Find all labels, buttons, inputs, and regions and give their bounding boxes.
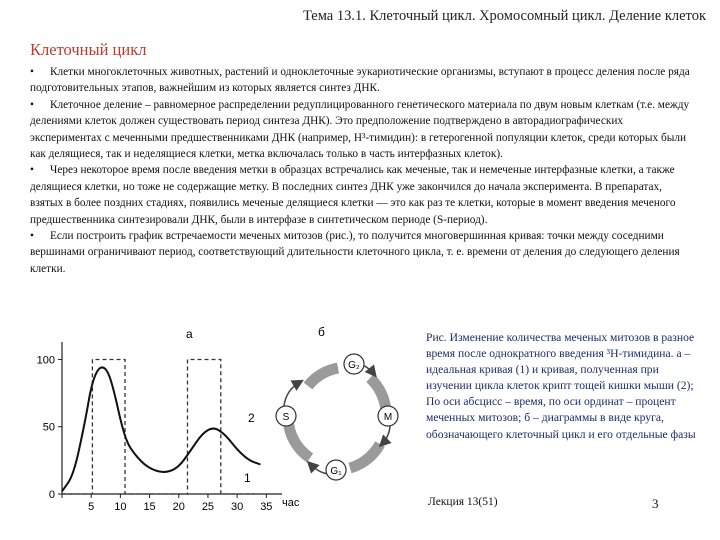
- cycle-arc-g1: [350, 444, 380, 468]
- x-tick-label: 30: [231, 501, 244, 513]
- y-tick-label: 0: [48, 489, 55, 501]
- curve-1-label: 1: [244, 471, 251, 485]
- figure-caption: [426, 330, 706, 443]
- topic-header: Тема 13.1. Клеточный цикл. Хромосомный цикл. Деление клеток: [302, 8, 706, 24]
- labeled-mitoses-graph: [28, 324, 310, 534]
- x-tick-label: 10: [114, 501, 127, 513]
- panel-b-label: б: [318, 325, 325, 339]
- section-title: Клеточный цикл: [30, 40, 147, 59]
- phase-label-g2: G₂: [348, 360, 360, 371]
- y-tick-label: 50: [42, 421, 55, 434]
- graph-svg: [28, 324, 310, 534]
- phase-label-g1: G₁: [330, 466, 342, 477]
- series-1-ideal-curve: [62, 360, 255, 495]
- page-number: 3: [652, 496, 659, 511]
- paragraph-text: Клеточное деление – равномерное распределении редуплицированного генетического материала по двум новым клеткам (т.е. между делениями клеток должен существовать период синтеза ДНК). Это предположение подтверждено в авторадиографических экспериментах с меченными предшественниками ДНК (например, Н³-тимидин): в гетерогенной популяции клеток, среди которых были как делящиеся, так и неделящиеся клетки, метка включалась только в часть интерфазных клеток).: [30, 98, 690, 161]
- cycle-svg: [270, 324, 420, 504]
- phase-label-m: M: [383, 412, 393, 423]
- graph-ticks: [37, 354, 273, 513]
- paragraph-2: [30, 97, 695, 163]
- paragraph-3: [30, 162, 695, 228]
- caption-text: Рис. Изменение количества меченых митозов в разное время после однократного введения ³Н-тимидина. а – идеальная кривая (1) и кривая, полученная при изучении цикла клеток крипт тощей кишки мыши (2); По оси абсцисс – время, по оси ординат – процент меченных митозов; б – диаграммы в виде круга, обозначающего клеточный цикл и его отдельные фазы: [426, 331, 696, 441]
- bullet: •: [30, 98, 34, 111]
- x-tick-label: 25: [201, 501, 215, 513]
- curve-2-label: 2: [248, 411, 255, 425]
- x-unit-label: час: [282, 497, 300, 509]
- cycle-arc-g2: [308, 368, 338, 386]
- cell-cycle-diagram: [270, 324, 420, 504]
- x-tick-label: 35: [260, 501, 273, 513]
- graph-lines: [62, 360, 261, 495]
- bullet: •: [30, 66, 34, 78]
- arrow-icon: [284, 382, 300, 406]
- lecture-label: Лекция 13(51): [428, 496, 498, 508]
- paragraph-1: [30, 64, 695, 97]
- paragraph-text: Если построить график встречаемости меченых митозов (рис.), то получится многовершинная кривая: точки между соседними вершинами ограничивают период, соответствующий длительности клеточного цикла, т. е. времени от деления до следующего деления клетки.: [30, 230, 680, 275]
- bullet: •: [30, 164, 34, 177]
- phase-label-s: S: [282, 412, 290, 423]
- x-tick-label: 5: [88, 501, 95, 513]
- bullet: •: [30, 230, 34, 243]
- paragraph-4: [30, 228, 695, 277]
- x-tick-label: 15: [143, 501, 156, 513]
- panel-a-label: а: [186, 327, 193, 341]
- paragraph-text: Через некоторое время после введения метки в образцах встречались как меченые, так и немеченые интерфазные клетки, а также делящиеся клетки, но тоже не содержащие метку. В последних синтез ДНК уже закончился до начала эксперимента. В препаратах, взятых в более поздних стадиях, появились меченые делящиеся клетки — это как раз те клетки, которые в момент введения меченого предшественника синтезировали ДНК, были в интерфазе в синтетическом периоде (S-период).: [30, 164, 676, 226]
- paragraph-text: Клетки многоклеточных животных, растений и одноклеточные эукариотические организмы, вступают в процесс деления после ряда подготовительных этапов, важнейшим из которых является синтез ДНК.: [30, 66, 690, 95]
- x-tick-label: 20: [172, 501, 185, 513]
- y-tick-label: 100: [36, 354, 55, 367]
- body-text: [30, 64, 695, 277]
- arrow-icon: [382, 424, 390, 444]
